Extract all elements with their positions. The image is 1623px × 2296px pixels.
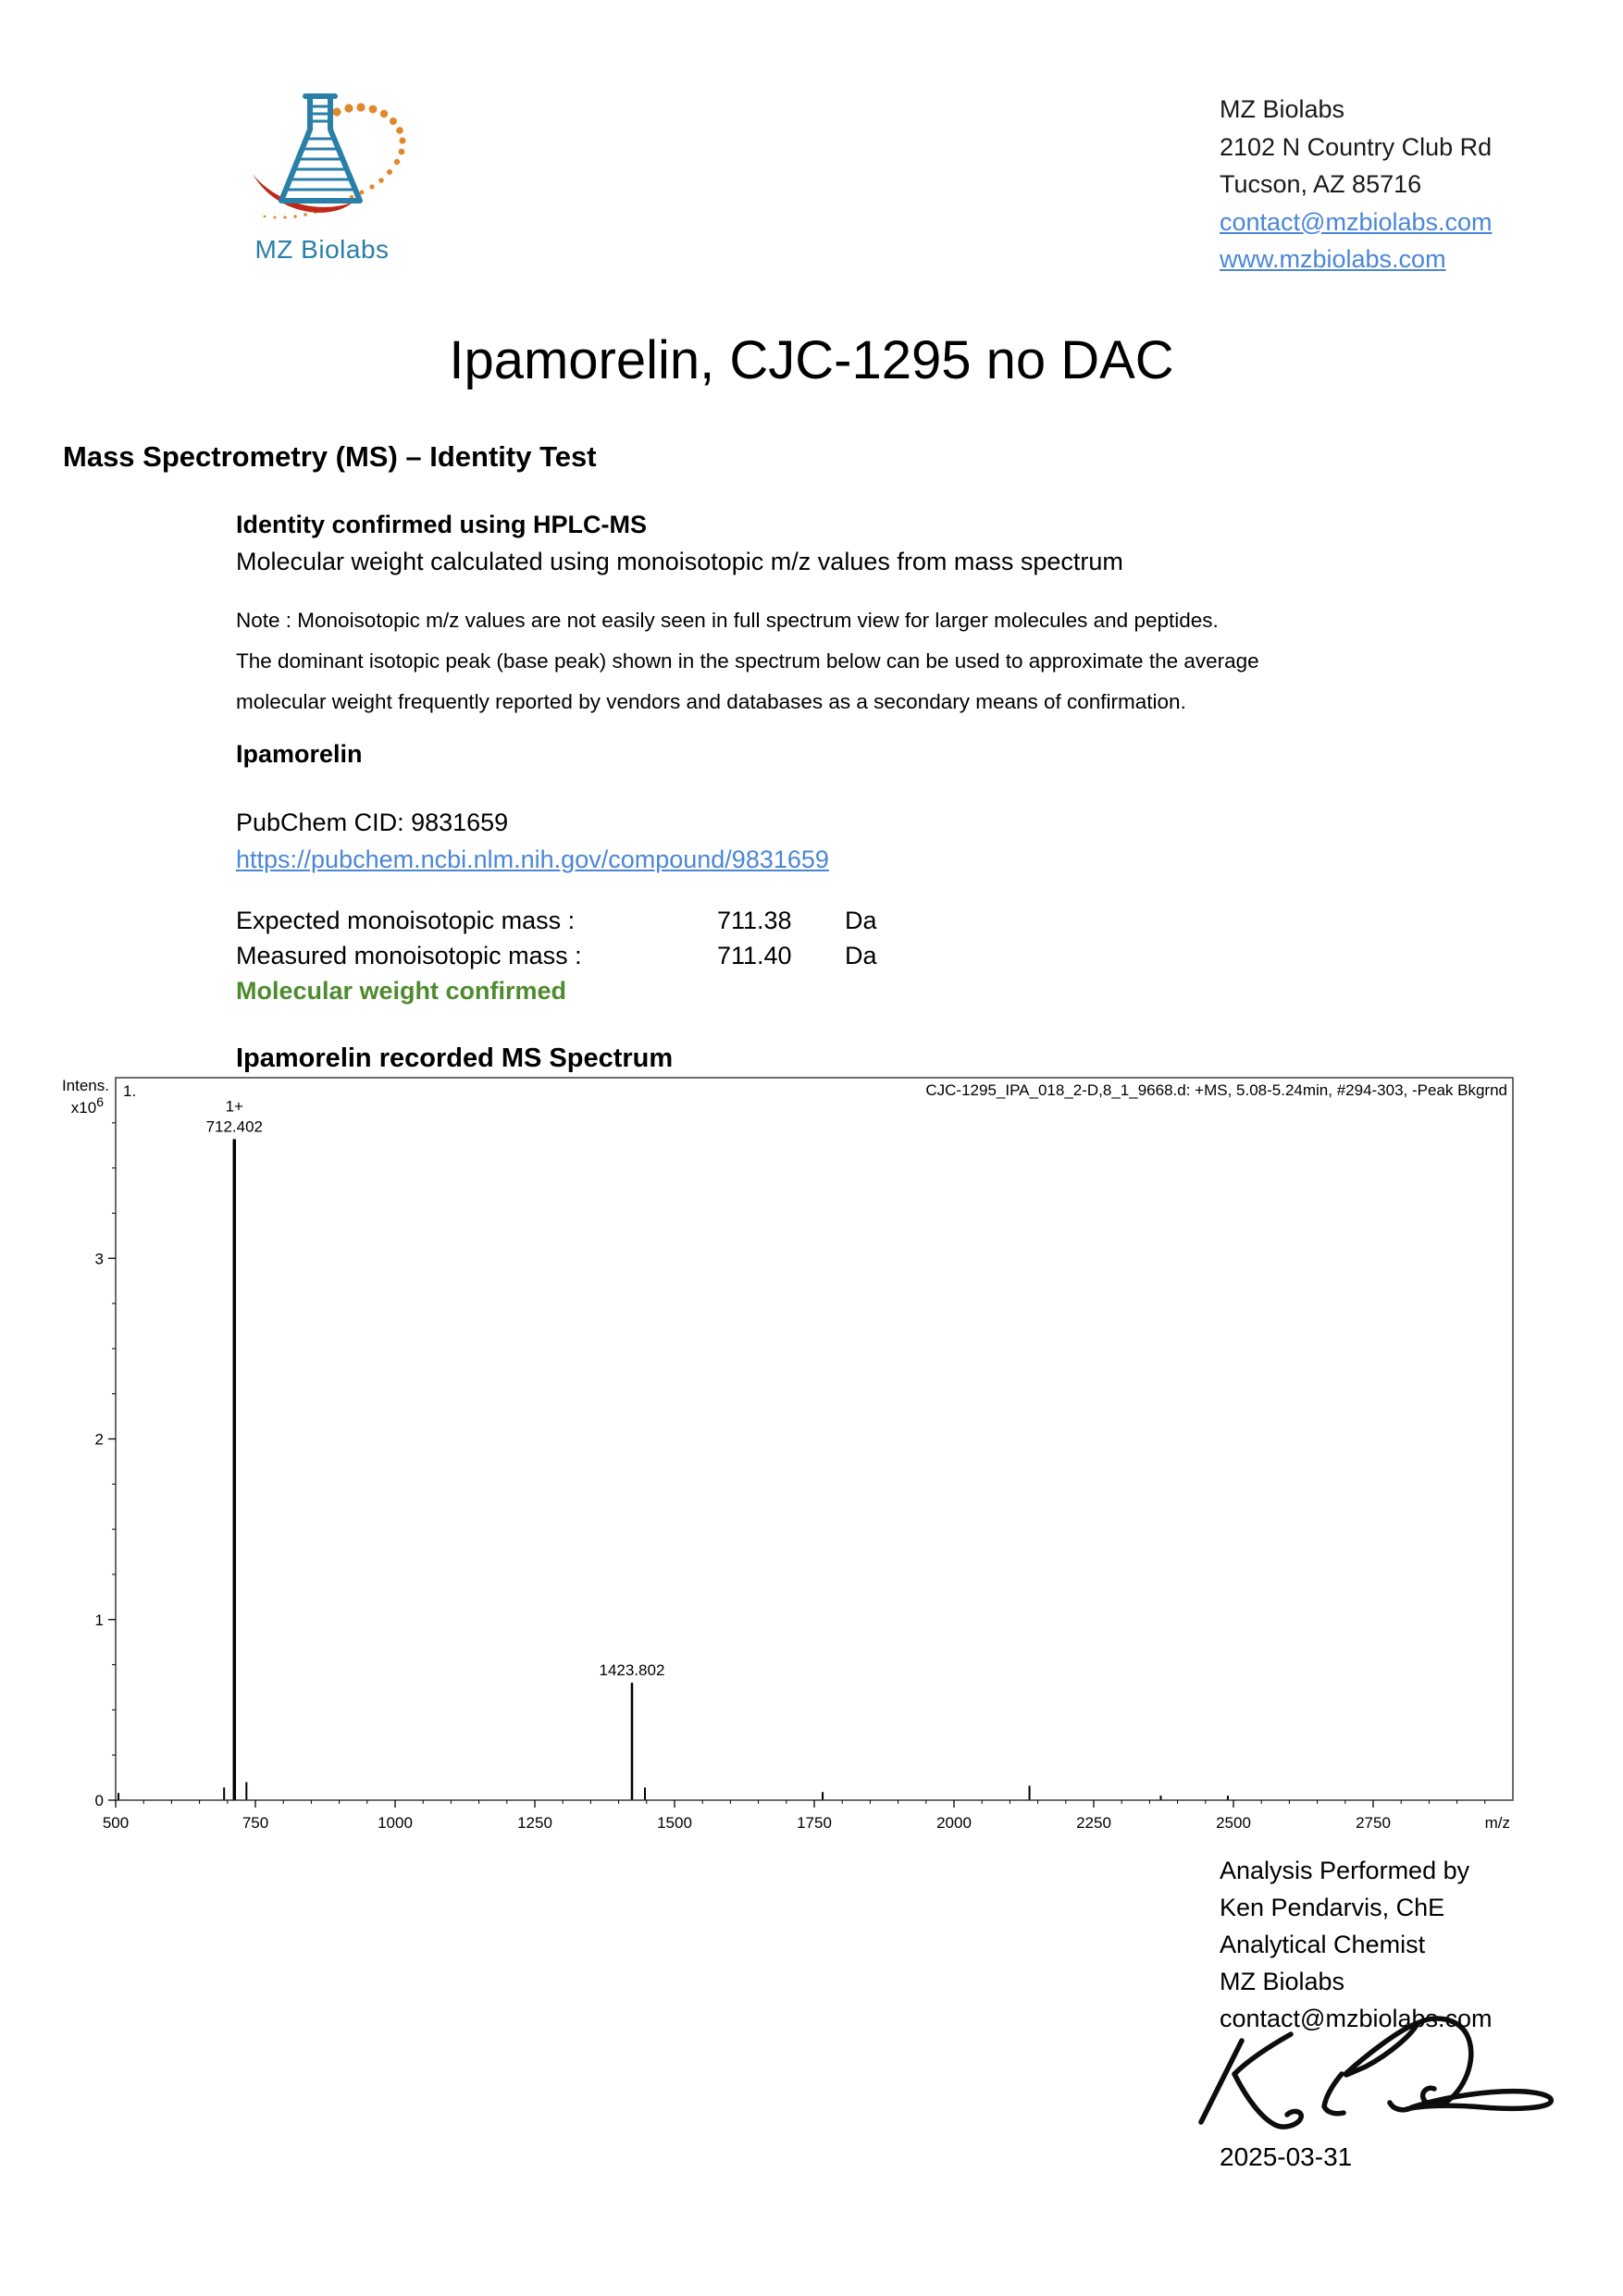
x-tick-label: 1250 <box>517 1814 552 1832</box>
x-tick-label: 1000 <box>378 1814 413 1832</box>
analysis-performed-by: Analysis Performed by <box>1220 1857 1470 1884</box>
x-tick-label: 2250 <box>1076 1814 1111 1832</box>
y-tick-label: 2 <box>94 1430 104 1449</box>
expected-mass-value: 711.38 <box>717 907 792 934</box>
ms-spectrum-chart <box>0 1055 1623 1869</box>
address-company: MZ Biolabs <box>1220 95 1345 123</box>
trace-index-label: 1. <box>123 1082 137 1100</box>
x-tick-label: 500 <box>102 1814 130 1832</box>
analyst-email: contact@mzbiolabs.com <box>1220 2005 1493 2032</box>
measured-mass-value: 711.40 <box>717 942 792 969</box>
expected-mass-label: Expected monoisotopic mass : <box>236 907 576 934</box>
analyst-title: Analytical Chemist <box>1220 1931 1426 1958</box>
y-tick-label: 0 <box>94 1792 104 1809</box>
website-link[interactable]: www.mzbiolabs.com <box>1220 245 1446 273</box>
y-tick-label: 3 <box>94 1250 104 1268</box>
flask-logo-icon <box>238 83 414 242</box>
note-line3: molecular weight frequently reported by vendors and databases as a secondary means of confirmation. <box>236 690 1186 713</box>
spectrum-annotation: CJC-1295_IPA_018_2-D,8_1_9668.d: +MS, 5.08-5.24min, #294-303, -Peak Bkgrnd <box>925 1081 1507 1099</box>
measured-mass-label: Measured monoisotopic mass : <box>236 942 582 969</box>
y-axis-label: Intens. <box>61 1077 109 1094</box>
x-tick-label: 750 <box>242 1814 269 1832</box>
y-axis-scale-label: $x10^6$ <box>70 1094 104 1117</box>
page-title: Ipamorelin, CJC-1295 no DAC <box>449 330 1174 390</box>
peak-charge-label: 1+ <box>225 1097 243 1116</box>
signature <box>1184 2015 1623 2144</box>
x-tick-label: 1750 <box>797 1814 832 1832</box>
x-tick-label: 1500 <box>657 1814 692 1832</box>
spectrum-heading: Ipamorelin recorded MS Spectrum <box>236 1043 674 1073</box>
plot-frame <box>116 1078 1513 1800</box>
x-axis-unit-label: m/z <box>1484 1814 1510 1832</box>
expected-mass-row <box>236 907 1069 935</box>
pubchem-cid: PubChem CID: 9831659 <box>236 809 509 836</box>
peak-mz-label: 1423.802 <box>599 1661 665 1680</box>
address-city: Tucson, AZ 85716 <box>1220 170 1422 198</box>
x-tick-label: 2500 <box>1216 1814 1251 1832</box>
company-address <box>1220 91 1493 278</box>
method-line1: Identity confirmed using HPLC-MS <box>236 511 648 538</box>
report-date: 2025-03-31 <box>1220 2142 1353 2171</box>
measured-mass-unit: Da <box>845 942 877 969</box>
note-line2: The dominant isotopic peak (base peak) shown in the spectrum below can be used to approximate the average <box>236 649 1259 673</box>
analysis-block <box>1220 1852 1493 2037</box>
peak-mz-label: 712.402 <box>205 1117 264 1136</box>
x-tick-label: 2750 <box>1356 1814 1391 1832</box>
logo-text: MZ Biolabs <box>254 235 390 264</box>
x-tick-label: 2000 <box>936 1814 972 1832</box>
y-tick-label: 1 <box>94 1611 104 1629</box>
logo-flask-graduations <box>288 106 353 190</box>
mz-biolabs-logo <box>233 83 418 264</box>
note-line1: Note : Monoisotopic m/z values are not easily seen in full spectrum view for larger molecules and peptides. <box>236 609 1219 632</box>
confirmation-status: Molecular weight confirmed <box>236 977 567 1005</box>
section-heading: Mass Spectrometry (MS) – Identity Test <box>63 440 597 473</box>
analyst-name: Ken Pendarvis, ChE <box>1220 1894 1445 1921</box>
measured-mass-row <box>236 942 1069 970</box>
address-street: 2102 N Country Club Rd <box>1220 132 1493 161</box>
compound-name: Ipamorelin <box>236 740 363 768</box>
analyst-company: MZ Biolabs <box>1220 1968 1345 1995</box>
pubchem-url-link[interactable]: https://pubchem.ncbi.nlm.nih.gov/compound/9831659 <box>236 846 829 873</box>
contact-email-link[interactable]: contact@mzbiolabs.com <box>1220 207 1493 236</box>
expected-mass-unit: Da <box>845 907 877 934</box>
method-line2: Molecular weight calculated using monoisotopic m/z values from mass spectrum <box>236 548 1123 575</box>
